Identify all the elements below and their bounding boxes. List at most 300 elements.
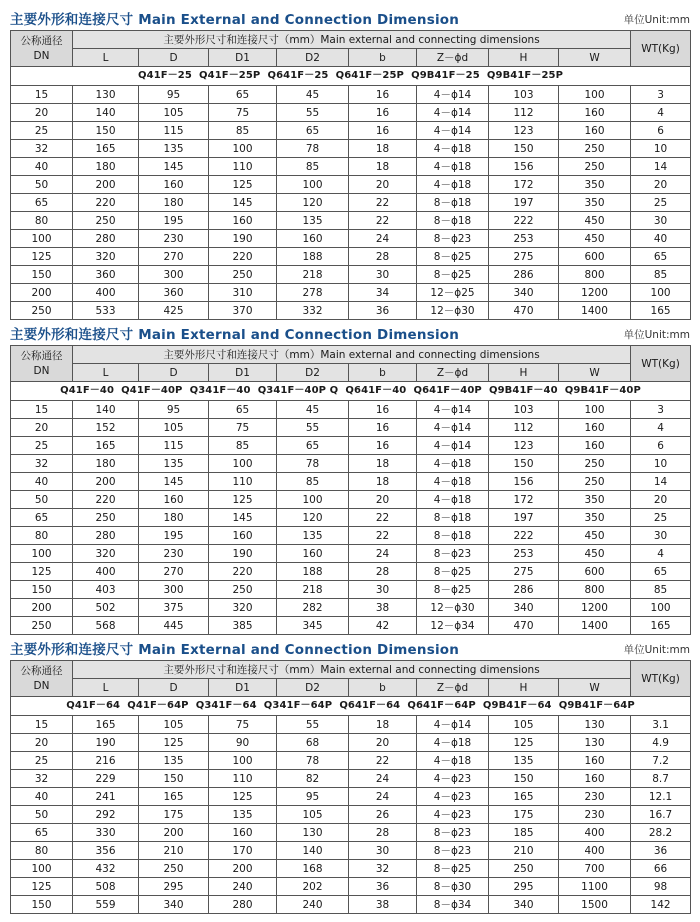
value-cell: 8－ϕ25 <box>417 266 489 284</box>
value-cell: 375 <box>139 599 209 617</box>
value-cell: 85 <box>209 437 277 455</box>
value-cell: 145 <box>139 158 209 176</box>
value-cell: 20 <box>349 176 417 194</box>
value-cell: 150 <box>139 770 209 788</box>
value-cell: 450 <box>559 545 631 563</box>
column-header: H <box>489 679 559 697</box>
column-header: b <box>349 49 417 67</box>
value-cell: 4－ϕ14 <box>417 104 489 122</box>
value-cell: 160 <box>559 104 631 122</box>
value-cell: 78 <box>277 140 349 158</box>
value-cell: 45 <box>277 401 349 419</box>
section-header <box>10 8 690 30</box>
dn-cell: 150 <box>11 581 73 599</box>
value-cell: 110 <box>209 473 277 491</box>
column-header: D1 <box>209 364 277 382</box>
dn-cell: 32 <box>11 455 73 473</box>
table-row <box>11 419 691 437</box>
value-cell: 25 <box>631 509 691 527</box>
table-row <box>11 437 691 455</box>
value-cell: 135 <box>139 140 209 158</box>
value-cell: 1400 <box>559 617 631 635</box>
value-cell: 4－ϕ18 <box>417 473 489 491</box>
value-cell: 4 <box>631 545 691 563</box>
table-row <box>11 455 691 473</box>
value-cell: 165 <box>73 140 139 158</box>
value-cell: 120 <box>277 194 349 212</box>
value-cell: 8－ϕ25 <box>417 581 489 599</box>
dn-cell: 15 <box>11 401 73 419</box>
value-cell: 12－ϕ25 <box>417 284 489 302</box>
value-cell: 130 <box>73 86 139 104</box>
value-cell: 8－ϕ23 <box>417 545 489 563</box>
dimensions-span-header: 主要外形尺寸和连接尺寸（mm）Main external and connecting dimensions <box>73 346 631 364</box>
column-header: L <box>73 364 139 382</box>
dn-cell: 20 <box>11 104 73 122</box>
unit-label: 单位Unit:mm <box>623 14 690 26</box>
value-cell: 332 <box>277 302 349 320</box>
value-cell: 197 <box>489 194 559 212</box>
value-cell: 160 <box>559 752 631 770</box>
value-cell: 400 <box>559 842 631 860</box>
value-cell: 20 <box>349 734 417 752</box>
value-cell: 4.9 <box>631 734 691 752</box>
value-cell: 24 <box>349 770 417 788</box>
value-cell: 4－ϕ18 <box>417 752 489 770</box>
value-cell: 450 <box>559 230 631 248</box>
value-cell: 8－ϕ25 <box>417 248 489 266</box>
value-cell: 22 <box>349 509 417 527</box>
table-row <box>11 104 691 122</box>
value-cell: 4－ϕ18 <box>417 140 489 158</box>
dn-cell: 20 <box>11 419 73 437</box>
model-list <box>11 697 691 716</box>
value-cell: 222 <box>489 212 559 230</box>
value-cell: 36 <box>349 302 417 320</box>
value-cell: 250 <box>73 509 139 527</box>
value-cell: 30 <box>631 527 691 545</box>
value-cell: 170 <box>209 842 277 860</box>
value-cell: 145 <box>139 473 209 491</box>
value-cell: 4－ϕ18 <box>417 176 489 194</box>
value-cell: 150 <box>73 122 139 140</box>
value-cell: 1100 <box>559 878 631 896</box>
value-cell: 24 <box>349 788 417 806</box>
value-cell: 85 <box>631 266 691 284</box>
value-cell: 250 <box>559 455 631 473</box>
value-cell: 105 <box>139 419 209 437</box>
value-cell: 65 <box>631 248 691 266</box>
dimension-table <box>10 30 691 320</box>
value-cell: 190 <box>73 734 139 752</box>
value-cell: 4－ϕ18 <box>417 158 489 176</box>
value-cell: 356 <box>73 842 139 860</box>
value-cell: 220 <box>209 563 277 581</box>
value-cell: 24 <box>349 545 417 563</box>
dn-cell: 100 <box>11 860 73 878</box>
value-cell: 190 <box>209 230 277 248</box>
weight-header: WT(Kg) <box>631 31 691 67</box>
value-cell: 4－ϕ18 <box>417 491 489 509</box>
column-header: b <box>349 679 417 697</box>
value-cell: 22 <box>349 212 417 230</box>
value-cell: 100 <box>209 455 277 473</box>
value-cell: 250 <box>73 212 139 230</box>
column-header: D2 <box>277 364 349 382</box>
value-cell: 12.1 <box>631 788 691 806</box>
value-cell: 22 <box>349 527 417 545</box>
table-row <box>11 194 691 212</box>
table-row <box>11 824 691 842</box>
column-header: Z－ϕd <box>417 364 489 382</box>
table-row <box>11 896 691 914</box>
value-cell: 320 <box>73 545 139 563</box>
value-cell: 282 <box>277 599 349 617</box>
value-cell: 600 <box>559 563 631 581</box>
value-cell: 125 <box>139 734 209 752</box>
dn-cell: 125 <box>11 878 73 896</box>
value-cell: 28 <box>349 824 417 842</box>
value-cell: 115 <box>139 437 209 455</box>
value-cell: 700 <box>559 860 631 878</box>
dimension-section-pn40 <box>10 323 690 635</box>
dn-header-text: 公称通径 DN <box>20 664 63 692</box>
value-cell: 130 <box>559 716 631 734</box>
dimension-section-pn25 <box>10 8 690 320</box>
value-cell: 55 <box>277 419 349 437</box>
section-header <box>10 323 690 345</box>
column-header: H <box>489 364 559 382</box>
dn-cell: 40 <box>11 788 73 806</box>
value-cell: 165 <box>73 716 139 734</box>
value-cell: 220 <box>209 248 277 266</box>
dn-cell: 40 <box>11 473 73 491</box>
table-row <box>11 716 691 734</box>
value-cell: 6 <box>631 437 691 455</box>
value-cell: 150 <box>489 140 559 158</box>
value-cell: 218 <box>277 266 349 284</box>
column-header: D2 <box>277 49 349 67</box>
value-cell: 1200 <box>559 599 631 617</box>
value-cell: 18 <box>349 473 417 491</box>
value-cell: 16 <box>349 401 417 419</box>
value-cell: 280 <box>209 896 277 914</box>
value-cell: 10 <box>631 455 691 473</box>
value-cell: 470 <box>489 617 559 635</box>
model-list <box>11 67 691 86</box>
value-cell: 66 <box>631 860 691 878</box>
dn-cell: 50 <box>11 176 73 194</box>
dimension-table <box>10 345 691 635</box>
value-cell: 18 <box>349 158 417 176</box>
table-row <box>11 806 691 824</box>
value-cell: 220 <box>73 491 139 509</box>
dn-header <box>11 31 73 67</box>
value-cell: 250 <box>209 266 277 284</box>
value-cell: 105 <box>139 104 209 122</box>
header-row <box>11 346 691 364</box>
table-row <box>11 527 691 545</box>
value-cell: 250 <box>489 860 559 878</box>
value-cell: 200 <box>73 473 139 491</box>
value-cell: 188 <box>277 563 349 581</box>
value-cell: 16.7 <box>631 806 691 824</box>
dimensions-span-header: 主要外形尺寸和连接尺寸（mm）Main external and connecting dimensions <box>73 661 631 679</box>
value-cell: 3.1 <box>631 716 691 734</box>
value-cell: 188 <box>277 248 349 266</box>
value-cell: 4－ϕ18 <box>417 455 489 473</box>
table-row <box>11 860 691 878</box>
value-cell: 8－ϕ30 <box>417 878 489 896</box>
value-cell: 140 <box>73 401 139 419</box>
value-cell: 160 <box>277 545 349 563</box>
value-cell: 36 <box>349 878 417 896</box>
dn-cell: 80 <box>11 212 73 230</box>
value-cell: 45 <box>277 86 349 104</box>
model-list-row <box>11 67 691 86</box>
value-cell: 250 <box>209 581 277 599</box>
value-cell: 8－ϕ23 <box>417 230 489 248</box>
value-cell: 28 <box>349 563 417 581</box>
value-cell: 340 <box>489 599 559 617</box>
value-cell: 160 <box>209 527 277 545</box>
value-cell: 340 <box>139 896 209 914</box>
dn-cell: 50 <box>11 806 73 824</box>
value-cell: 123 <box>489 122 559 140</box>
value-cell: 42 <box>349 617 417 635</box>
value-cell: 210 <box>139 842 209 860</box>
table-row <box>11 230 691 248</box>
value-cell: 8－ϕ34 <box>417 896 489 914</box>
value-cell: 4－ϕ14 <box>417 401 489 419</box>
dn-cell: 100 <box>11 545 73 563</box>
value-cell: 1400 <box>559 302 631 320</box>
value-cell: 275 <box>489 563 559 581</box>
value-cell: 100 <box>631 284 691 302</box>
value-cell: 12－ϕ34 <box>417 617 489 635</box>
value-cell: 165 <box>139 788 209 806</box>
dn-header-text: 公称通径 DN <box>20 34 63 62</box>
value-cell: 85 <box>277 473 349 491</box>
dn-cell: 65 <box>11 194 73 212</box>
value-cell: 65 <box>277 122 349 140</box>
value-cell: 3 <box>631 86 691 104</box>
value-cell: 190 <box>209 545 277 563</box>
table-row <box>11 248 691 266</box>
value-cell: 230 <box>139 545 209 563</box>
dn-cell: 25 <box>11 437 73 455</box>
value-cell: 160 <box>139 491 209 509</box>
value-cell: 105 <box>139 716 209 734</box>
value-cell: 385 <box>209 617 277 635</box>
value-cell: 800 <box>559 266 631 284</box>
value-cell: 165 <box>73 437 139 455</box>
model-list-row <box>11 382 691 401</box>
table-row <box>11 302 691 320</box>
value-cell: 112 <box>489 104 559 122</box>
section-header <box>10 638 690 660</box>
value-cell: 95 <box>277 788 349 806</box>
value-cell: 145 <box>209 194 277 212</box>
value-cell: 95 <box>139 401 209 419</box>
value-cell: 160 <box>559 770 631 788</box>
value-cell: 4－ϕ18 <box>417 734 489 752</box>
dn-cell: 40 <box>11 158 73 176</box>
column-header: b <box>349 364 417 382</box>
value-cell: 202 <box>277 878 349 896</box>
model-list-text: Q41F－25 Q41F－25P Q641F－25 Q641F－25P Q9B41F－25 Q9B41F－25P <box>138 70 563 81</box>
dn-cell: 20 <box>11 734 73 752</box>
value-cell: 105 <box>489 716 559 734</box>
value-cell: 432 <box>73 860 139 878</box>
value-cell: 100 <box>209 140 277 158</box>
column-header: W <box>559 364 631 382</box>
value-cell: 125 <box>209 788 277 806</box>
value-cell: 78 <box>277 752 349 770</box>
value-cell: 210 <box>489 842 559 860</box>
table-row <box>11 599 691 617</box>
dn-cell: 15 <box>11 86 73 104</box>
value-cell: 450 <box>559 527 631 545</box>
value-cell: 156 <box>489 158 559 176</box>
table-row <box>11 788 691 806</box>
value-cell: 160 <box>277 230 349 248</box>
value-cell: 230 <box>139 230 209 248</box>
value-cell: 8－ϕ23 <box>417 842 489 860</box>
value-cell: 82 <box>277 770 349 788</box>
value-cell: 180 <box>73 455 139 473</box>
value-cell: 220 <box>73 194 139 212</box>
value-cell: 800 <box>559 581 631 599</box>
model-list-text: Q41F－40 Q41F－40P Q341F－40 Q341F－40P Q Q641F－40 Q641F－40P Q9B41F－40 Q9B41F－40P <box>60 385 641 396</box>
value-cell: 508 <box>73 878 139 896</box>
table-row <box>11 473 691 491</box>
value-cell: 130 <box>277 824 349 842</box>
dn-header-text: 公称通径 DN <box>20 349 63 377</box>
value-cell: 6 <box>631 122 691 140</box>
value-cell: 340 <box>489 896 559 914</box>
value-cell: 165 <box>631 302 691 320</box>
table-row <box>11 878 691 896</box>
dn-cell: 25 <box>11 122 73 140</box>
value-cell: 16 <box>349 122 417 140</box>
value-cell: 25 <box>631 194 691 212</box>
value-cell: 28 <box>349 248 417 266</box>
dn-cell: 250 <box>11 302 73 320</box>
value-cell: 175 <box>139 806 209 824</box>
table-row <box>11 266 691 284</box>
table-row <box>11 581 691 599</box>
value-cell: 65 <box>209 401 277 419</box>
value-cell: 340 <box>489 284 559 302</box>
value-cell: 120 <box>277 509 349 527</box>
value-cell: 160 <box>559 419 631 437</box>
value-cell: 38 <box>349 896 417 914</box>
value-cell: 400 <box>73 284 139 302</box>
value-cell: 425 <box>139 302 209 320</box>
value-cell: 4－ϕ14 <box>417 716 489 734</box>
value-cell: 12－ϕ30 <box>417 599 489 617</box>
value-cell: 95 <box>139 86 209 104</box>
value-cell: 160 <box>559 437 631 455</box>
value-cell: 135 <box>489 752 559 770</box>
dimensions-span-header: 主要外形尺寸和连接尺寸（mm）Main external and connecting dimensions <box>73 31 631 49</box>
value-cell: 20 <box>631 491 691 509</box>
value-cell: 278 <box>277 284 349 302</box>
value-cell: 160 <box>209 212 277 230</box>
value-cell: 350 <box>559 194 631 212</box>
value-cell: 125 <box>209 176 277 194</box>
value-cell: 445 <box>139 617 209 635</box>
value-cell: 175 <box>489 806 559 824</box>
value-cell: 78 <box>277 455 349 473</box>
dn-cell: 150 <box>11 896 73 914</box>
value-cell: 16 <box>349 104 417 122</box>
value-cell: 18 <box>349 455 417 473</box>
dn-cell: 50 <box>11 491 73 509</box>
value-cell: 55 <box>277 104 349 122</box>
value-cell: 286 <box>489 266 559 284</box>
section-title: 主要外形和连接尺寸 Main External and Connection Dimension <box>10 642 460 658</box>
value-cell: 270 <box>139 563 209 581</box>
value-cell: 230 <box>559 788 631 806</box>
value-cell: 172 <box>489 491 559 509</box>
table-row <box>11 86 691 104</box>
value-cell: 30 <box>631 212 691 230</box>
dn-cell: 80 <box>11 842 73 860</box>
value-cell: 22 <box>349 752 417 770</box>
table-row <box>11 563 691 581</box>
value-cell: 100 <box>631 599 691 617</box>
value-cell: 38 <box>349 599 417 617</box>
value-cell: 160 <box>559 122 631 140</box>
value-cell: 18 <box>349 716 417 734</box>
value-cell: 4－ϕ14 <box>417 86 489 104</box>
column-header: D <box>139 679 209 697</box>
value-cell: 8－ϕ18 <box>417 212 489 230</box>
column-header: L <box>73 49 139 67</box>
value-cell: 253 <box>489 230 559 248</box>
section-title: 主要外形和连接尺寸 Main External and Connection Dimension <box>10 327 460 343</box>
value-cell: 4－ϕ14 <box>417 122 489 140</box>
value-cell: 36 <box>631 842 691 860</box>
value-cell: 4－ϕ23 <box>417 770 489 788</box>
value-cell: 600 <box>559 248 631 266</box>
dn-header <box>11 661 73 697</box>
unit-label: 单位Unit:mm <box>623 644 690 656</box>
dn-cell: 150 <box>11 266 73 284</box>
value-cell: 4 <box>631 419 691 437</box>
dn-cell: 100 <box>11 230 73 248</box>
value-cell: 280 <box>73 230 139 248</box>
value-cell: 230 <box>559 806 631 824</box>
value-cell: 533 <box>73 302 139 320</box>
value-cell: 115 <box>139 122 209 140</box>
value-cell: 135 <box>277 212 349 230</box>
value-cell: 145 <box>209 509 277 527</box>
value-cell: 360 <box>73 266 139 284</box>
table-row <box>11 284 691 302</box>
value-cell: 103 <box>489 86 559 104</box>
dn-cell: 80 <box>11 527 73 545</box>
value-cell: 400 <box>559 824 631 842</box>
value-cell: 68 <box>277 734 349 752</box>
value-cell: 75 <box>209 104 277 122</box>
column-header: H <box>489 49 559 67</box>
column-header: L <box>73 679 139 697</box>
value-cell: 12－ϕ30 <box>417 302 489 320</box>
value-cell: 20 <box>631 176 691 194</box>
